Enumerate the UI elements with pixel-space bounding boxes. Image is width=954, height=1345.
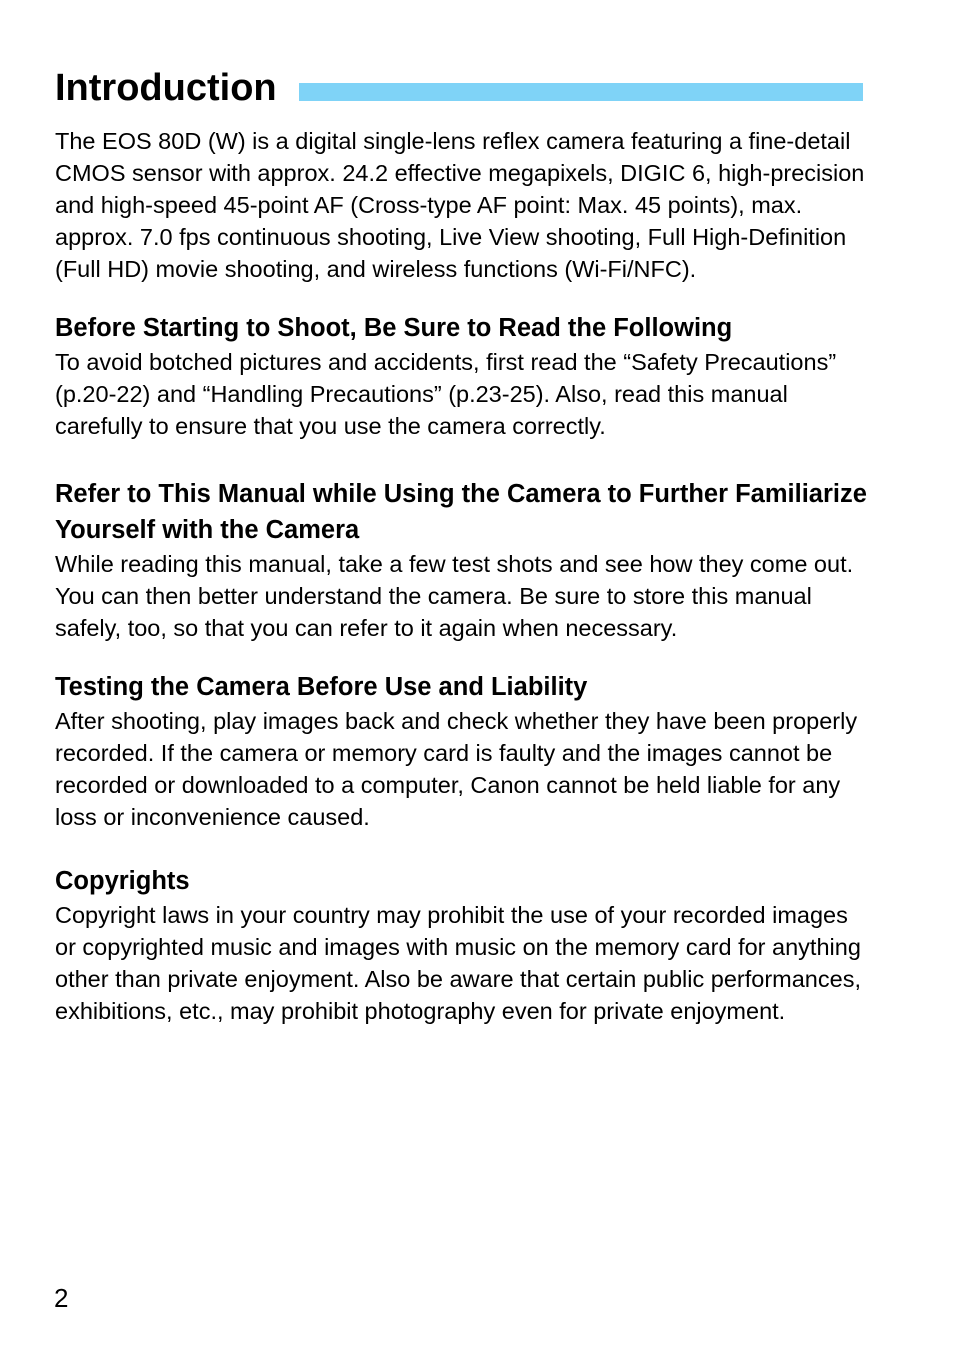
section-read-before-shooting <box>55 310 870 442</box>
section-heading: Before Starting to Shoot, Be Sure to Read the Following <box>55 314 733 342</box>
section-heading: Copyrights <box>55 867 190 895</box>
section-heading: Testing the Camera Before Use and Liability <box>55 673 588 701</box>
section-body: To avoid botched pictures and accidents, first read the “Safety Precautions” (p.20-22) and “Handling Precautions” (p.23-25). Also, read this manual carefully to ensure that you use the camera correctly. <box>55 349 837 439</box>
intro-paragraph: The EOS 80D (W) is a digital single-lens reflex camera featuring a fine-detail CMOS sensor with approx. 24.2 effective megapixels, DIGIC 6, high-precision and high-speed 45-point AF (Cross-type AF point: Max. 45 points), max. approx. 7.0 fps continuous shooting, Live View shooting, Full High-Definition (Full HD) movie shooting, and wireless functions (Wi-Fi/NFC). <box>55 128 865 282</box>
section-refer-to-manual <box>55 476 870 644</box>
section-body: Copyright laws in your country may prohibit the use of your recorded images or copyrighted music and images with music on the memory card for anything other than private enjoyment. Also be aware that certain public performances, exhibitions, etc., may prohibit photography even for private enjoyment. <box>55 902 861 1024</box>
page-content <box>55 125 870 1052</box>
section-body: After shooting, play images back and check whether they have been properly recorded. If the camera or memory card is faulty and the images cannot be recorded or downloaded to a computer, Canon cannot be held liable for any loss or inconvenience caused. <box>55 708 858 830</box>
title-accent-bar <box>299 83 863 101</box>
section-heading: Refer to This Manual while Using the Camera to Further Familiarize Yourself with the Camera <box>55 480 867 544</box>
page-title: Introduction <box>55 67 277 109</box>
section-body: While reading this manual, take a few test shots and see how they come out. You can then better understand the camera. Be sure to store this manual safely, too, so that you can refer to it again when necessary. <box>55 551 854 641</box>
page-number: 2 <box>54 1283 69 1313</box>
section-copyrights <box>55 863 870 1027</box>
page-header <box>55 62 863 114</box>
section-testing-liability <box>55 669 870 833</box>
